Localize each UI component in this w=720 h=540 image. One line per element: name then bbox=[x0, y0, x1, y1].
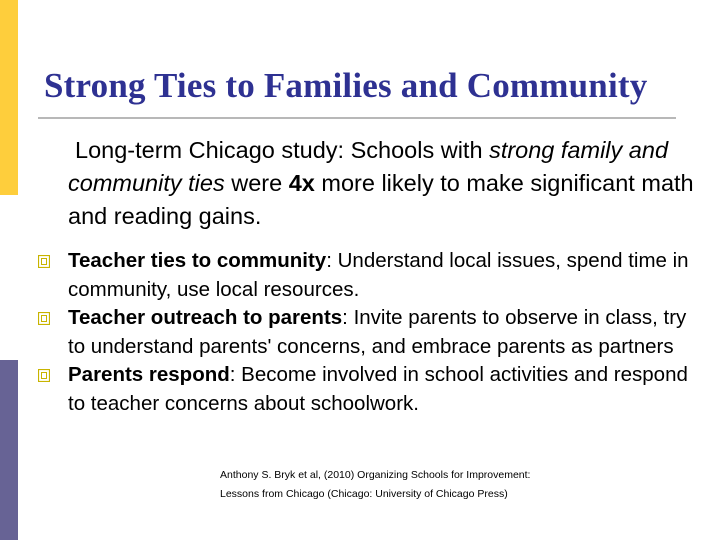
citation-line-1: Anthony S. Bryk et al, (2010) Organizing Schools for Improvement: bbox=[220, 469, 531, 481]
intro-bold: 4x bbox=[288, 170, 315, 196]
intro-text-1: Long-term Chicago study: Schools with bbox=[75, 137, 490, 163]
hollow-square-bullet-icon bbox=[38, 369, 50, 382]
title-divider bbox=[38, 117, 676, 119]
citation-line-2: Lessons from Chicago (Chicago: University of Chicago Press) bbox=[220, 488, 508, 500]
intro-emphasis: strong family and community ties bbox=[68, 137, 669, 196]
bullet-heading: Teacher outreach to parents bbox=[68, 306, 343, 329]
bullet-item bbox=[68, 304, 708, 361]
intro-text-2: were bbox=[224, 170, 289, 196]
bullet-list bbox=[68, 247, 708, 418]
intro-text-3: more likely to make significant math and reading gains. bbox=[68, 170, 694, 229]
accent-bar-purple bbox=[0, 360, 18, 540]
bullet-item bbox=[68, 247, 708, 304]
hollow-square-bullet-icon bbox=[38, 255, 50, 268]
bullet-text: : Become involved in school activities and respond to teacher concerns about schoolwork. bbox=[68, 363, 688, 415]
bullet-heading: Parents respond bbox=[68, 363, 230, 386]
accent-bar-yellow bbox=[0, 0, 18, 195]
citation bbox=[220, 466, 620, 504]
hollow-square-bullet-icon bbox=[38, 312, 50, 325]
intro-paragraph bbox=[68, 134, 708, 233]
slide-title: Strong Ties to Families and Community bbox=[44, 66, 648, 105]
bullet-item bbox=[68, 361, 708, 418]
bullet-text: : Understand local issues, spend time in community, use local resources. bbox=[68, 249, 689, 301]
bullet-text: : Invite parents to observe in class, try to understand parents' concerns, and embrace parents as partners bbox=[68, 306, 687, 358]
bullet-heading: Teacher ties to community bbox=[68, 249, 327, 272]
